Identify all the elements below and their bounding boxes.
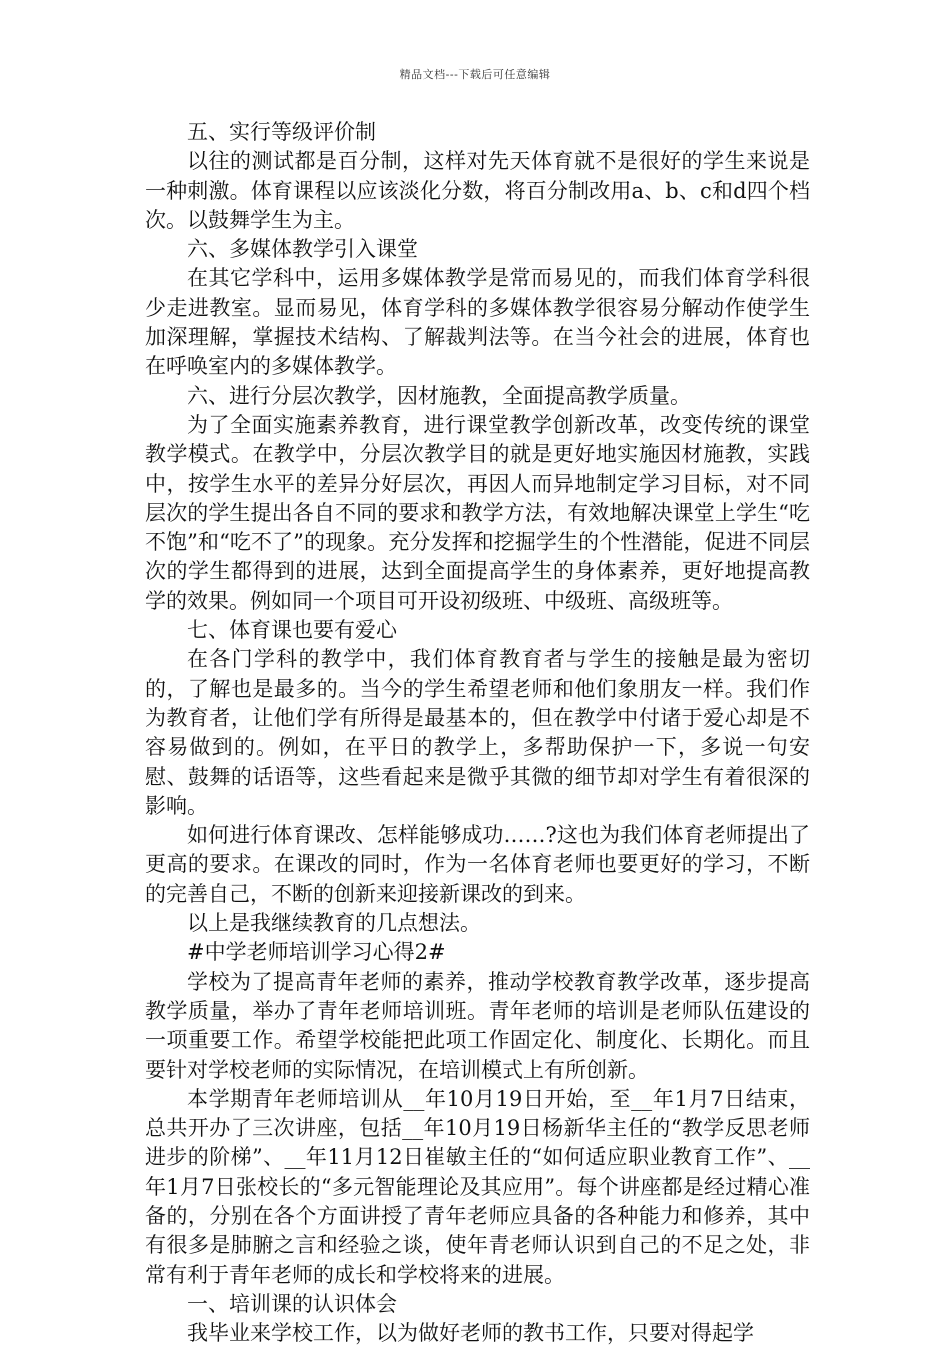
body-paragraph: 为了全面实施素养教育，进行课堂教学创新改革，改变传统的课堂教学模式。在教学中，分层次教学目的就是更好地实施因材施教，实践中，按学生水平的差异分好层次，再因人而异地制定学习目标，对不同层次的学生提出各自不同的要求和教学方法，有效地解决课堂上学生“吃不饱”和“吃不了”的现象。充分发挥和挖掘学生的个性潜能，促进不同层次的学生都得到的进展，达到全面提高学生的身体素养，更好地提高教学的效果。例如同一个项目可开设初级班、中级班、高级班等。 [145,412,810,613]
body-paragraph: 在其它学科中，运用多媒体教学是常而易见的，而我们体育学科很少走进教室。显而易见，体育学科的多媒体教学很容易分解动作使学生加深理解，掌握技术结构、了解裁判法等。在当今社会的进展，体育也在呼唤室内的多媒体教学。 [145,266,810,379]
body-paragraph: 在各门学科的教学中，我们体育教育者与学生的接触是最为密切的，了解也是最多的。当今的学生希望老师和他们象朋友一样。我们作为教育者，让他们学有所得是最基本的，但在教学中付诸于爱心却是不容易做到的。例如，在平日的教学上，多帮助保护一下，多说一句安慰、鼓舞的话语等，这些看起来是微乎其微的细节却对学生有着很深的影响。 [145,647,810,818]
body-paragraph: 以上是我继续教育的几点想法。 [187,911,481,936]
body-paragraph: 以往的测试都是百分制，这样对先天体育就不是很好的学生来说是一种刺激。体育课程以应该淡化分数，将百分制改用a、b、c和d四个档次。以鼓舞学生为主。 [145,149,810,232]
body-paragraph: 学校为了提高青年老师的素养，推动学校教育教学改革，逐步提高教学质量，举办了青年老师培训班。青年老师的培训是老师队伍建设的一项重要工作。希望学校能把此项工作固定化、制度化、长期化。而且要针对学校老师的实际情况，在培训模式上有所创新。 [145,969,810,1082]
section-heading: 七、体育课也要有爱心 [187,618,397,643]
article-title: #中学老师培训学习心得2# [187,940,446,965]
body-paragraph: 如何进行体育课改、怎样能够成功……?这也为我们体育老师提出了更高的要求。在课改的同时，作为一名体育老师也要更好的学习，不断的完善自己，不断的创新来迎接新课改的到来。 [145,823,810,906]
section-heading: 六、多媒体教学引入课堂 [187,237,418,262]
page-header: 精品文档---下载后可任意编辑 [399,68,551,81]
section-heading: 六、进行分层次教学，因材施教，全面提高教学质量。 [187,383,691,408]
body-paragraph: 我毕业来学校工作，以为做好老师的教书工作，只要对得起学 [187,1321,754,1346]
section-heading: 五、实行等级评价制 [187,120,376,144]
document-body [145,118,810,1348]
body-paragraph: 本学期青年老师培训从__年10月19日开始，至__年1月7日结束，总共开办了三次讲座，包括__年10月19日杨新华主任的“教学反思老师进步的阶梯”、__年11月12日崔敏主任的“如何适应职业教育工作”、__年1月7日张校长的“多元智能理论及其应用”。每个讲座都是经过精心准备的，分别在各个方面讲授了青年老师应具备的各种能力和修养，其中有很多是肺腑之言和经验之谈，使年青老师认识到自己的不足之处，非常有利于青年老师的成长和学校将来的进展。 [145,1086,810,1287]
section-heading: 一、培训课的认识体会 [187,1291,397,1316]
